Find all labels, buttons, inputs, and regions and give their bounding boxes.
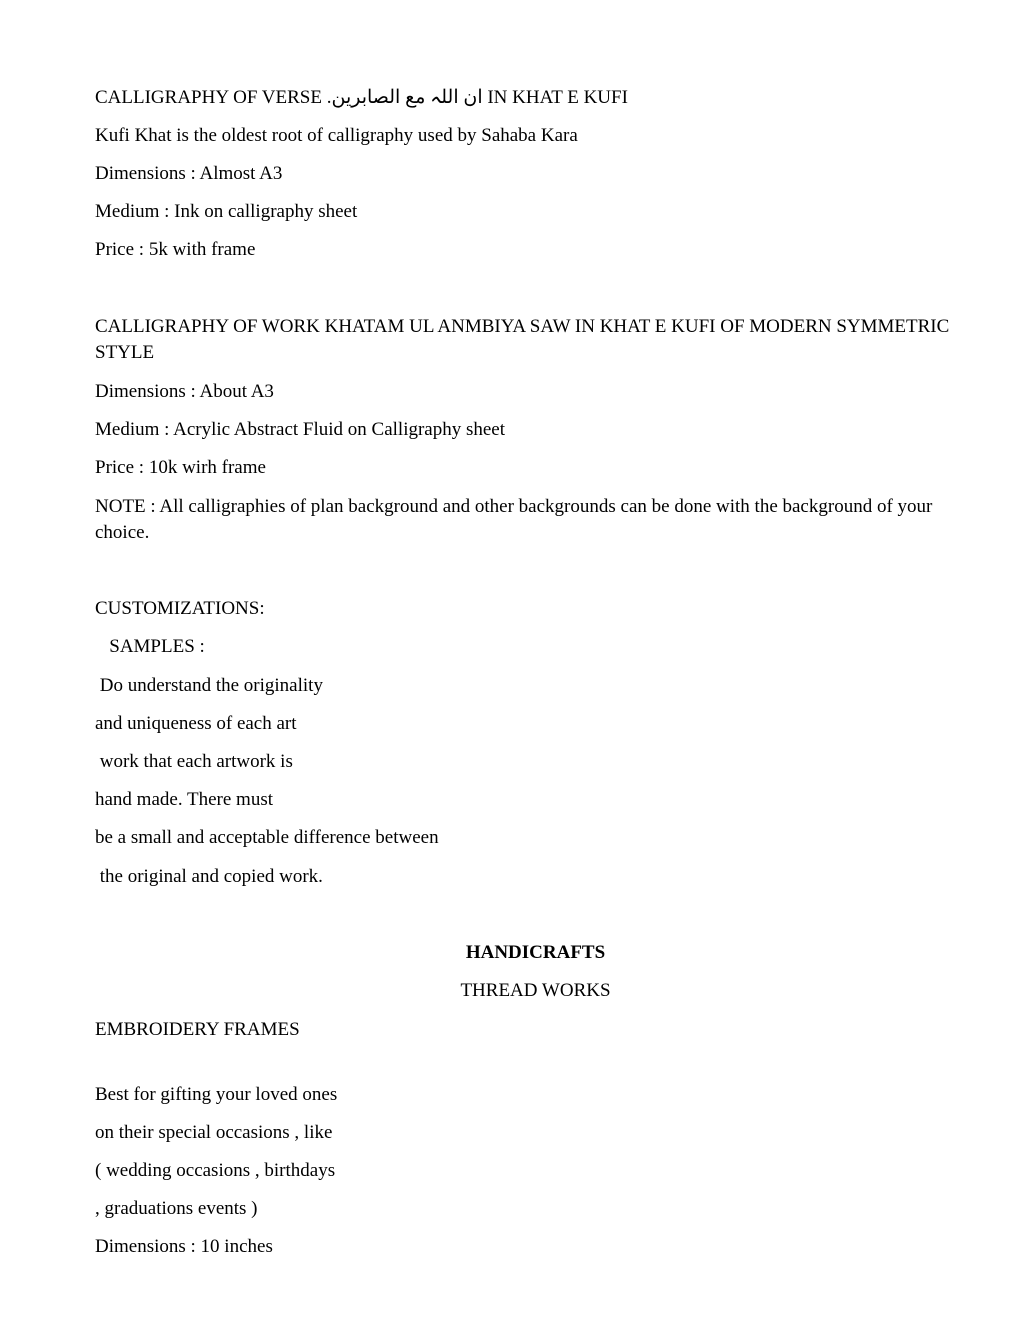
thread-works-subheading: THREAD WORKS (460, 980, 611, 1001)
customizations-heading: CUSTOMIZATIONS: (95, 598, 265, 619)
samples-line: the original and copied work. (95, 866, 323, 887)
embroidery-line: , graduations events ) (95, 1198, 258, 1219)
samples-line: work that each artwork is (95, 751, 293, 772)
verse-title-suffix: IN KHAT E KUFI (482, 87, 628, 108)
work-medium: Medium : Acrylic Abstract Fluid on Calligraphy sheet (95, 419, 506, 440)
handicrafts-heading: HANDICRAFTS (465, 942, 606, 963)
samples-line: hand made. There must (95, 789, 273, 810)
arabic-verse: ان اللہ مع الصابرین. (326, 87, 483, 108)
embroidery-line: on their special occasions , like (95, 1122, 333, 1143)
samples-line: be a small and acceptable difference between (95, 827, 439, 848)
work-dimensions: Dimensions : About A3 (95, 381, 274, 402)
verse-description: Kufi Khat is the oldest root of calligraphy used by Sahaba Kara (95, 125, 578, 146)
samples-line: Do understand the originality (95, 675, 323, 696)
work-title: CALLIGRAPHY OF WORK KHATAM UL ANMBIYA SAW IN KHAT E KUFI OF MODERN SYMMETRIC STYLE (95, 316, 950, 363)
embroidery-frames-heading: EMBROIDERY FRAMES (95, 1019, 300, 1040)
verse-dimensions: Dimensions : Almost A3 (95, 163, 283, 184)
work-price: Price : 10k wirh frame (95, 457, 266, 478)
note: NOTE : All calligraphies of plan background and other backgrounds can be done with the background of your choice. (95, 496, 933, 543)
samples-line: and uniqueness of each art (95, 713, 297, 734)
embroidery-dimensions: Dimensions : 10 inches (95, 1236, 273, 1257)
samples-label: SAMPLES : (95, 636, 205, 657)
verse-title (95, 85, 628, 111)
verse-title-prefix: CALLIGRAPHY OF VERSE (95, 87, 327, 108)
embroidery-line: ( wedding occasions , birthdays (95, 1160, 336, 1181)
verse-medium: Medium : Ink on calligraphy sheet (95, 201, 358, 222)
verse-price: Price : 5k with frame (95, 239, 256, 260)
embroidery-line: Best for gifting your loved ones (95, 1084, 338, 1105)
